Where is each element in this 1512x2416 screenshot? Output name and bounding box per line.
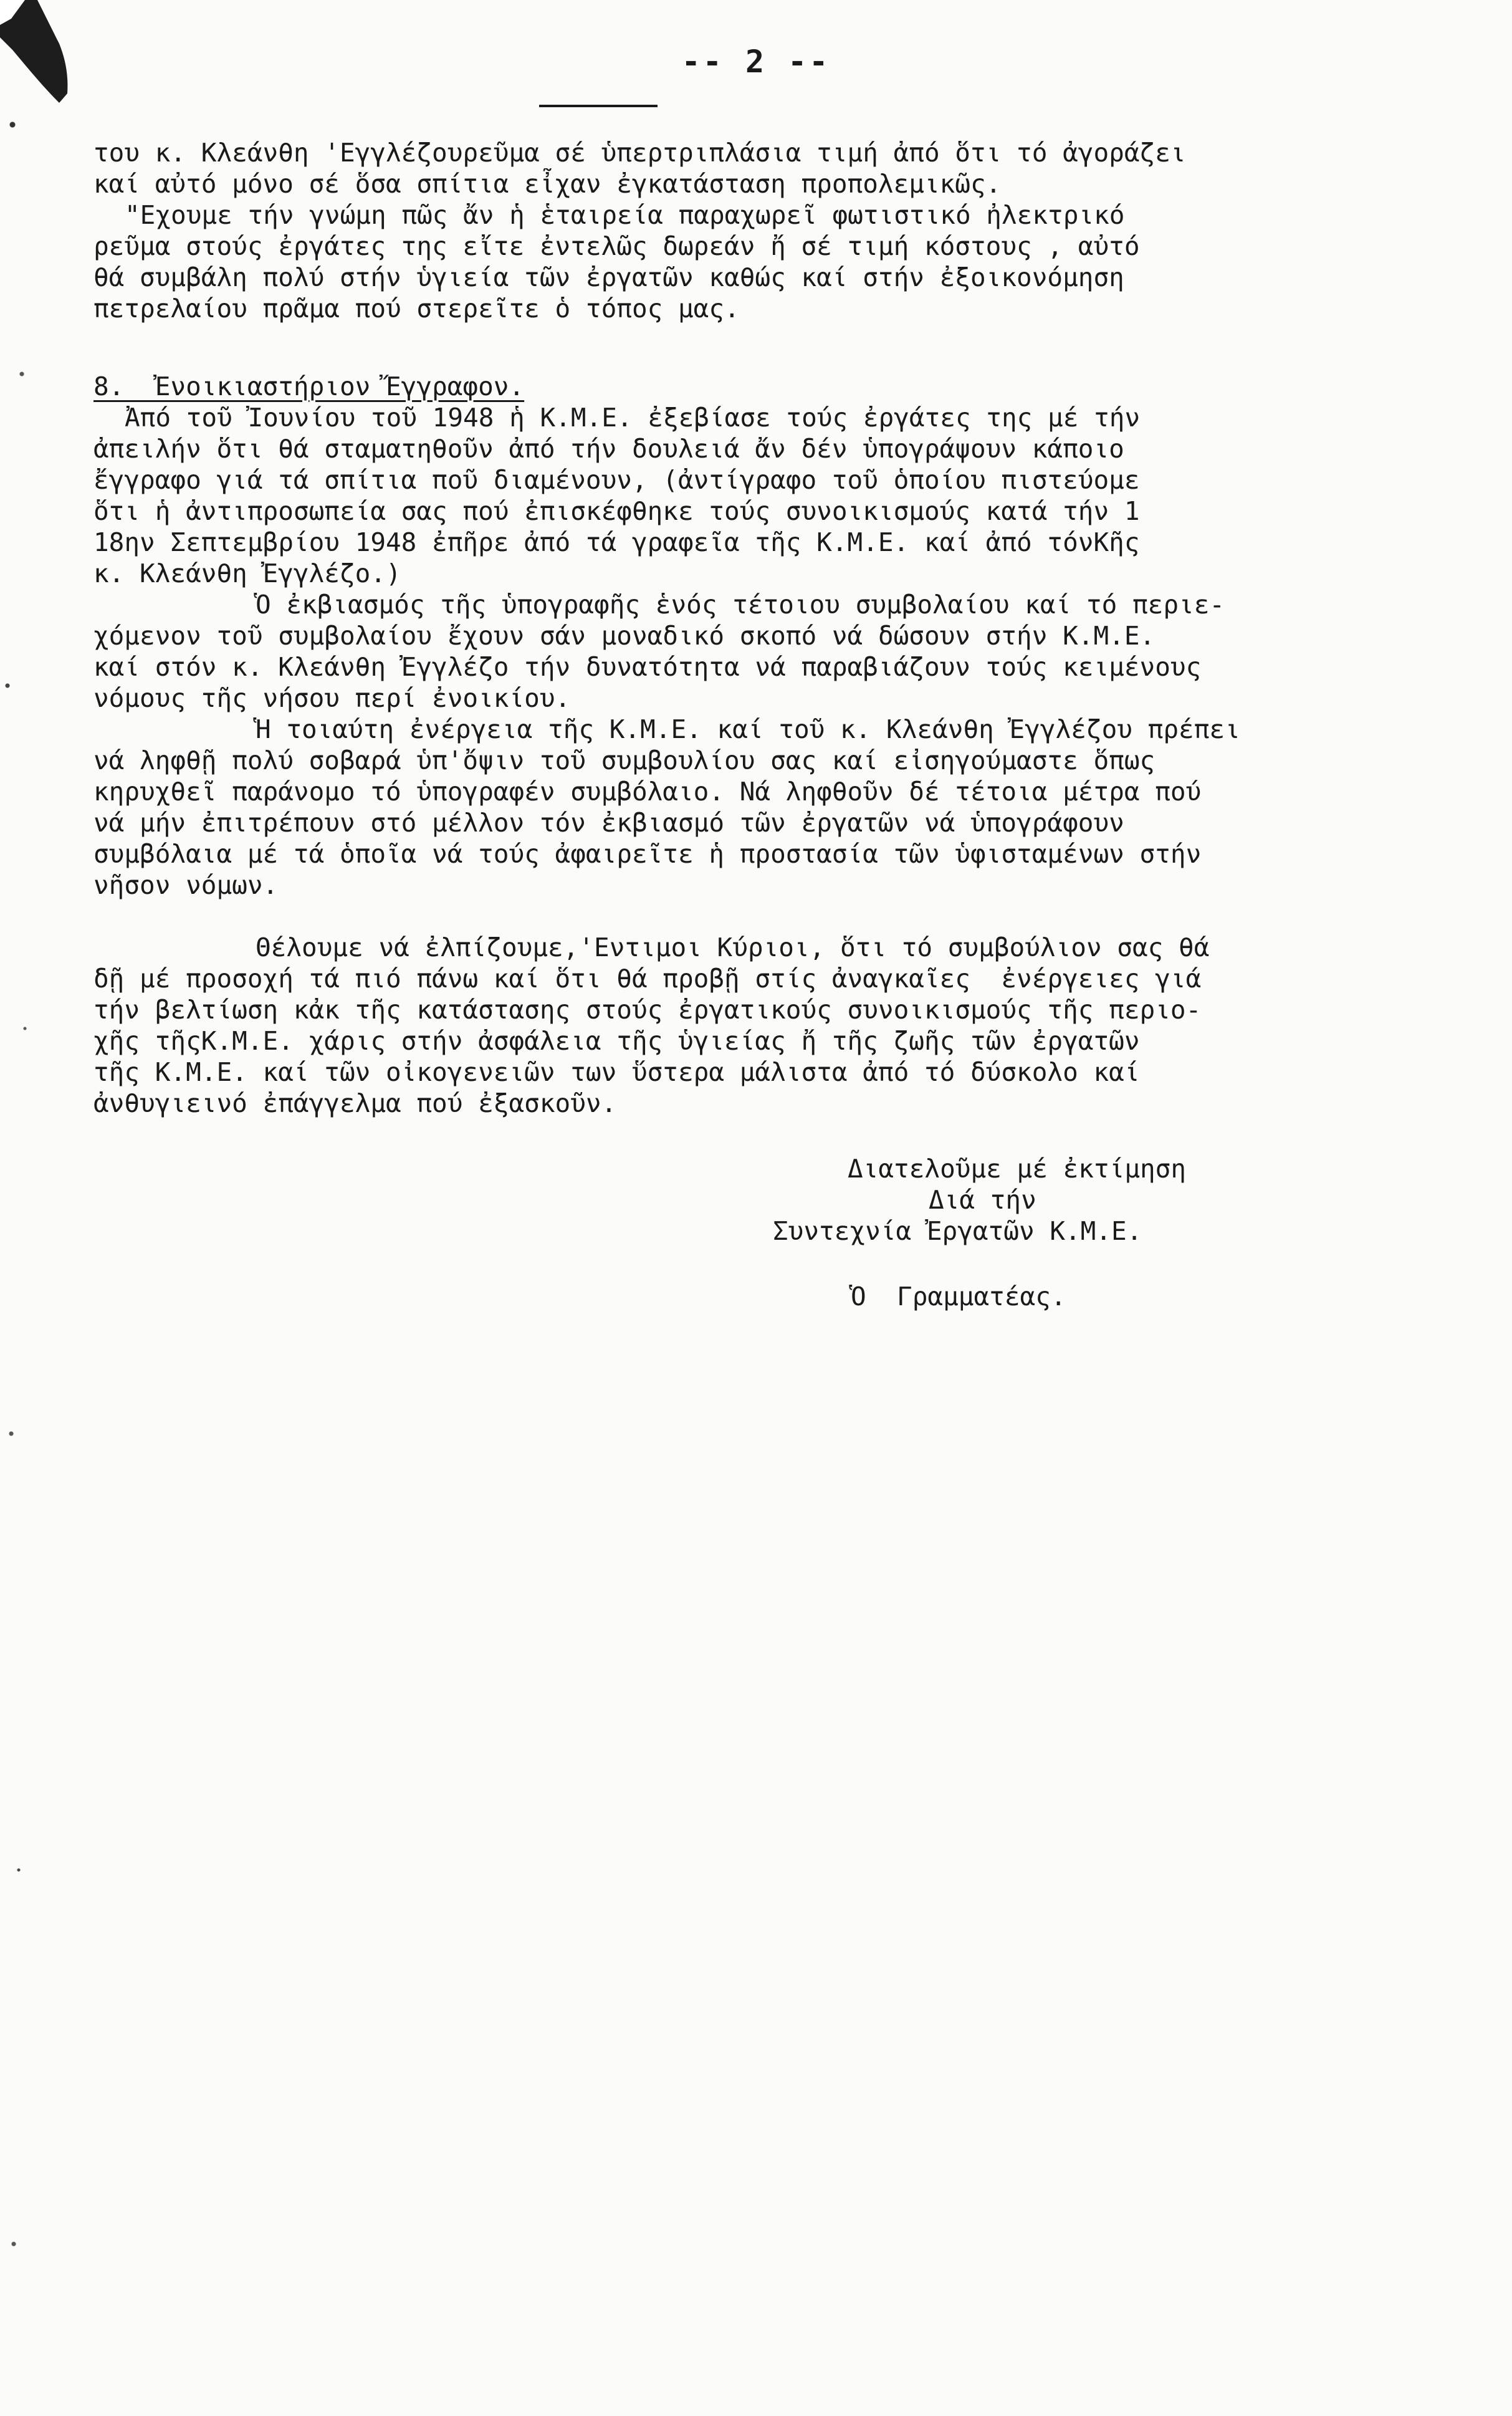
text-line: νά ληφθῇ πολύ σοβαρά ὑπ'ὄψιν τοῦ συμβουλίου σας καί εἰσηγούμαστε ὅπως [93,745,1156,775]
text-line: ἀπειλήν ὅτι θά σταματηθοῦν ἀπό τήν δουλειά ἄν δέν ὑπογράψουν κάποιο [93,434,1124,464]
text-line: ρεῦμα στούς ἐργάτες της εἴτε ἐντελῶς δωρεάν ἤ σέ τιμή κόστους , αὐτό [93,231,1140,261]
text-line: πετρελαίου πρᾶμα πού στερεῖτε ὁ τόπος μας. [93,294,740,324]
text-line: θά συμβάλη πολύ στήν ὑγιεία τῶν ἐργατῶν καθώς καί στήν ἐξοικονόμηση [93,262,1124,292]
text-line: συμβόλαια μέ τά ὁποῖα νά τούς ἀφαιρεῖτε ἡ προστασία τῶν ὑφισταμένων στήν [93,839,1202,869]
closing-union-name: Συντεχνία Ἐργατῶν Κ.Μ.Ε. [773,1216,1142,1246]
section-heading-line [93,371,1452,402]
text-line: νόμους τῆς νήσου περί ἐνοικίου. [93,683,571,713]
text-line: Ὁ ἐκβιασμός τῆς ὑπογραφῆς ἑνός τέτοιου συμβολαίου καί τό περιε- [256,590,1225,620]
page-number: -- 2 -- [681,44,831,80]
text-line: τήν βελτίωση κἀκ τῆς κατάστασης στούς ἐργατικούς συνοικισμούς τῆς περιο- [93,995,1202,1025]
paragraph-conclusion [93,932,1452,1119]
paragraph-extortion [93,589,1452,714]
text-line: χόμενον τοῦ συμβολαίου ἔχουν σάν μοναδικό σκοπό νά δώσουν στήν Κ.Μ.Ε. [93,621,1156,651]
letter-body [93,137,1452,1119]
text-line: "Εχουμε τήν γνώμη πῶς ἄν ἡ ἑταιρεία παραχωρεῖ φωτιστικό ἠλεκτρικό [125,200,1125,230]
paragraph-electricity-proposal [93,199,1452,324]
spacer [93,901,1452,932]
text-line: του κ. Κλεάνθη 'Εγγλέζουρεῦμα σέ ὑπερτριπλάσια τιμή ἀπό ὅτι τό ἀγοράζει [93,138,1186,168]
page-number-rule [539,105,658,107]
scan-edge-speckle [0,0,44,2416]
text-line: Ἡ τοιαύτη ἐνέργεια τῆς Κ.Μ.Ε. καί τοῦ κ. Κλεάνθη Ἐγγλέζου πρέπει [256,714,1240,744]
text-line: δῇ μέ προσοχή τά πιό πάνω καί ὅτι θά προβῇ στίς ἀναγκαῖες ἐνέργειες γιά [93,964,1202,994]
text-line: νῆσον νόμων. [93,870,279,900]
text-line: ἔγγραφο γιά τά σπίτια ποῦ διαμένουν, (ἀντίγραφο τοῦ ὁποίου πιστεύομε [93,465,1140,495]
text-line: καί αὐτό μόνο σέ ὅσα σπίτια εἶχαν ἐγκατάσταση προπολεμικῶς. [93,169,1002,199]
paragraph-electricity-price [93,137,1452,199]
letter-closing [773,1153,1334,1312]
text-line: ὅτι ἡ ἀντιπροσωπεία σας πού ἐπισκέφθηκε τούς συνοικισμούς κατά τήν 1 [93,496,1140,526]
paragraph-lease-document [93,402,1452,589]
closing-salutation: Διατελοῦμε μέ ἐκτίμηση [848,1154,1187,1184]
closing-signatory: Ὁ Γραμματέας. [851,1282,1066,1311]
text-line: κ. Κλεάνθη Ἐγγλέζο.) [93,558,401,588]
text-line: ἀνθυγιεινό ἐπάγγελμα πού ἐξασκοῦν. [93,1088,617,1118]
text-line: Θέλουμε νά ἐλπίζουμε,'Εντιμοι Κύριοι, ὅτι τό συμβούλιον σας θά [256,932,1210,962]
text-line: καί στόν κ. Κλεάνθη Ἐγγλέζο τήν δυνατότητα νά παραβιάζουν τούς κειμένους [93,652,1202,682]
paragraph-council-action [93,714,1452,901]
closing-on-behalf: Διά τήν [929,1185,1036,1215]
text-line: κηρυχθεῖ παράνομο τό ὑπογραφέν συμβόλαιο. Νά ληφθοῦν δέ τέτοια μέτρα πού [93,777,1202,807]
text-line: τῆς Κ.Μ.Ε. καί τῶν οἰκογενειῶν των ὕστερα μάλιστα ἀπό τό δύσκολο καί [93,1057,1140,1087]
text-line: 18ην Σεπτεμβρίου 1948 ἐπῆρε ἀπό τά γραφεῖα τῆς Κ.Μ.Ε. καί ἀπό τόνΚῆς [93,527,1140,557]
section-heading: 8. Ἐνοικιαστήριον Ἔγγραφον. [93,372,525,401]
text-line: χῆς τῆςΚ.Μ.Ε. χάρις στήν ἀσφάλεια τῆς ὑγιείας ἤ τῆς ζωῆς τῶν ἐργατῶν [93,1026,1140,1056]
text-line: νά μήν ἐπιτρέπουν στό μέλλον τόν ἐκβιασμό τῶν ἐργατῶν νά ὑπογράφουν [93,808,1124,838]
text-line: Ἀπό τοῦ Ἰουνίου τοῦ 1948 ἡ Κ.Μ.Ε. ἐξεβίασε τούς ἐργάτες της μέ τήν [125,403,1141,433]
spacer [93,324,1452,371]
